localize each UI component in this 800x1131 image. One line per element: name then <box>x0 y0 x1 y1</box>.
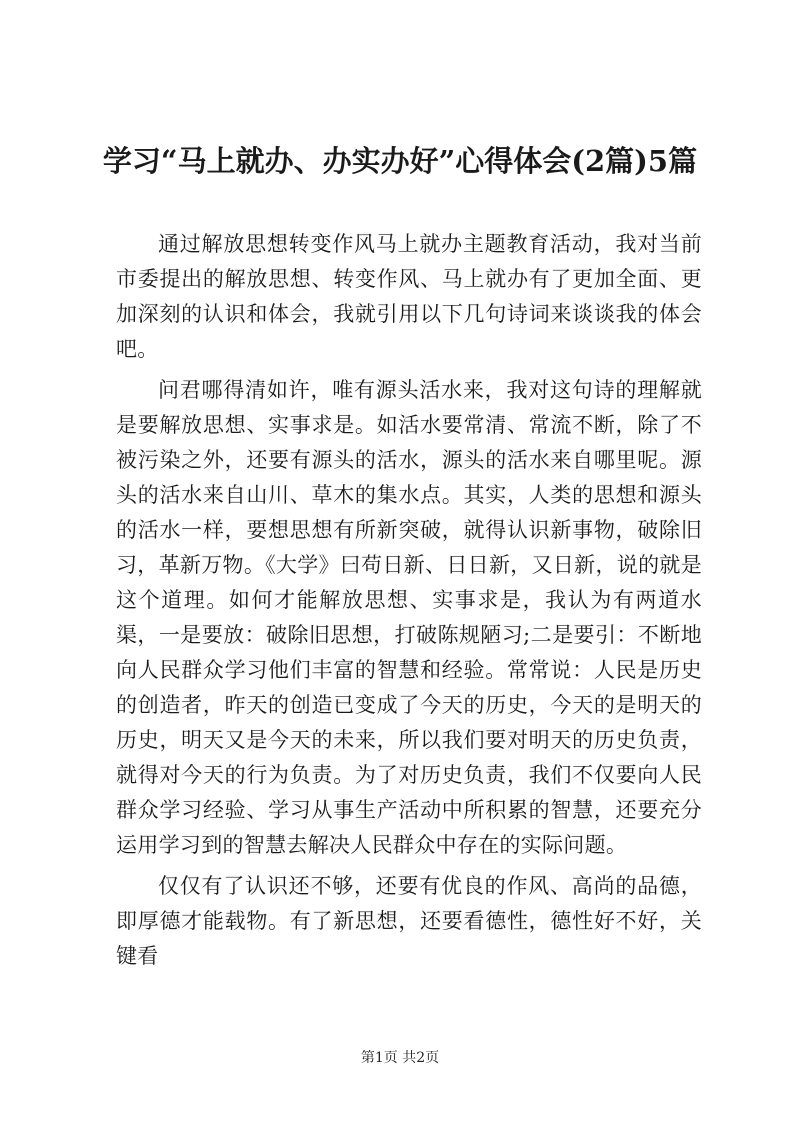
page-footer: 第1页 共2页 <box>360 1050 440 1066</box>
paragraph-3: 仅仅有了认识还不够，还要有优良的作风、高尚的品德，即厚德才能载物。有了新思想，还要看德性，德性好不好，关键看 <box>116 874 702 968</box>
paragraph-2: 问君哪得清如许，唯有源头活水来，我对这句诗的理解就是要解放思想、实事求是。如活水要常清、常流不断，除了不被污染之外，还要有源头的活水，源头的活水来自哪里呢。源头的活水来自山川、草木的集水点。其实，人类的思想和源头的活水一样，要想思想有所新突破，就得认识新事物，破除旧习，革新万物。《大学》曰苟日新、日日新，又日新，说的就是这个道理。如何才能解放思想、实事求是，我认为有两道水渠，一是要放：破除旧思想，打破陈规陋习;二是要引：不断地向人民群众学习他们丰富的智慧和经验。常常说：人民是历史的创造者，昨天的创造已变成了今天的历史，今天的是明天的历史，明天又是今天的未来，所以我们要对明天的历史负责，就得对今天的行为负责。为了对历史负责，我们不仅要向人民群众学习经验、学习从事生产活动中所积累的智慧，还要充分运用学习到的智慧去解决人民群众中存在的实际问题。 <box>116 378 702 857</box>
document-body <box>116 227 702 980</box>
paragraph-1: 通过解放思想转变作风马上就办主题教育活动，我对当前市委提出的解放思想、转变作风、马上就办有了更加全面、更加深刻的认识和体会，我就引用以下几句诗词来谈谈我的体会吧。 <box>116 232 702 361</box>
page-title: 学习“马上就办、办实办好”心得体会(2篇)5篇 <box>102 144 698 178</box>
